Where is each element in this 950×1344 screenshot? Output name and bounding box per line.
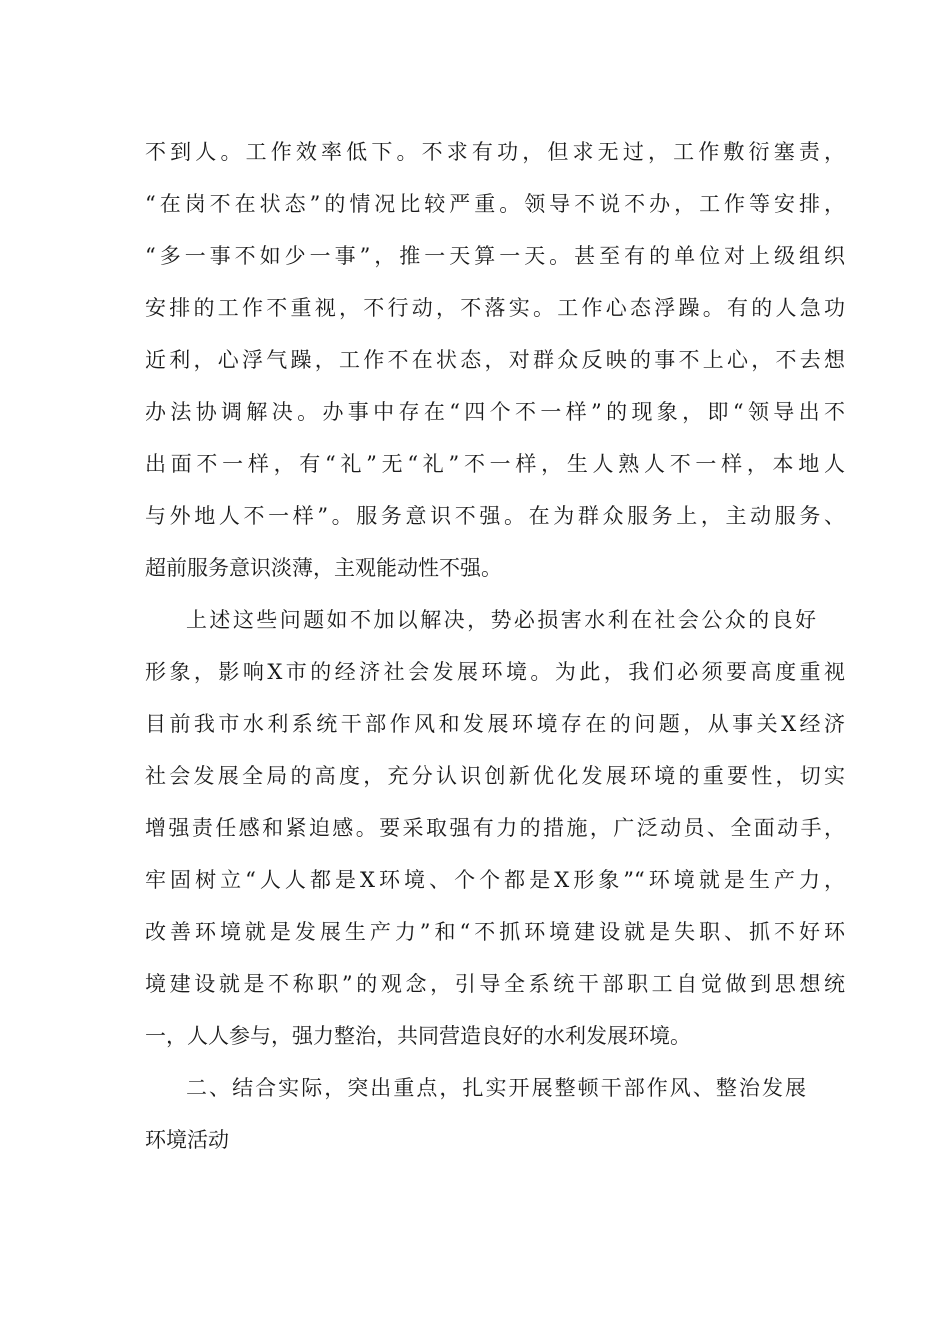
paragraph-1-line-9: 超前服务意识淡薄，主观能动性不强。 <box>145 556 502 580</box>
section-heading-line-2: 环境活动 <box>145 1128 229 1152</box>
paragraph-2-line-5: 增强责任感和紧迫感。要采取强有力的措施，广泛动员、全面动手， <box>145 816 845 840</box>
paragraph-1-line-8: 与外地人不一样”。服务意识不强。在为群众服务上，主动服务、 <box>145 504 845 528</box>
paragraph-2-line-2: 形象，影响X市的经济社会发展环境。为此，我们必须要高度重视 <box>145 660 845 684</box>
paragraph-1-line-6: 办法协调解决。办事中存在“四个不一样”的现象，即“领导出不 <box>145 400 845 424</box>
paragraph-1-line-5: 近利，心浮气躁，工作不在状态，对群众反映的事不上心，不去想 <box>145 348 845 372</box>
section-heading-line-1: 二、结合实际，突出重点，扎实开展整顿干部作风、整治发展 <box>186 1076 806 1100</box>
paragraph-2-line-6: 牢固树立“人人都是X环境、个个都是X形象”“环境就是生产力， <box>145 868 845 892</box>
paragraph-2-line-3: 目前我市水利系统干部作风和发展环境存在的问题，从事关X经济 <box>145 712 845 736</box>
paragraph-1-line-3: “多一事不如少一事”，推一天算一天。甚至有的单位对上级组织 <box>145 244 845 268</box>
paragraph-1-line-7: 出面不一样，有“礼”无“礼”不一样，生人熟人不一样，本地人 <box>145 452 845 476</box>
paragraph-1-line-4: 安排的工作不重视，不行动，不落实。工作心态浮躁。有的人急功 <box>145 296 845 320</box>
paragraph-2-line-9: 一，人人参与，强力整治，共同营造良好的水利发展环境。 <box>145 1024 691 1048</box>
paragraph-2-line-8: 境建设就是不称职”的观念，引导全系统干部职工自觉做到思想统 <box>145 972 845 996</box>
paragraph-2-line-4: 社会发展全局的高度，充分认识创新优化发展环境的重要性，切实 <box>145 764 845 788</box>
paragraph-1-line-1: 不到人。工作效率低下。不求有功，但求无过，工作敷衍塞责， <box>145 140 845 164</box>
paragraph-2-line-7: 改善环境就是发展生产力”和“不抓环境建设就是失职、抓不好环 <box>145 920 845 944</box>
paragraph-2-line-1: 上述这些问题如不加以解决，势必损害水利在社会公众的良好 <box>186 608 816 632</box>
paragraph-1-line-2: “在岗不在状态”的情况比较严重。领导不说不办，工作等安排， <box>145 192 845 216</box>
